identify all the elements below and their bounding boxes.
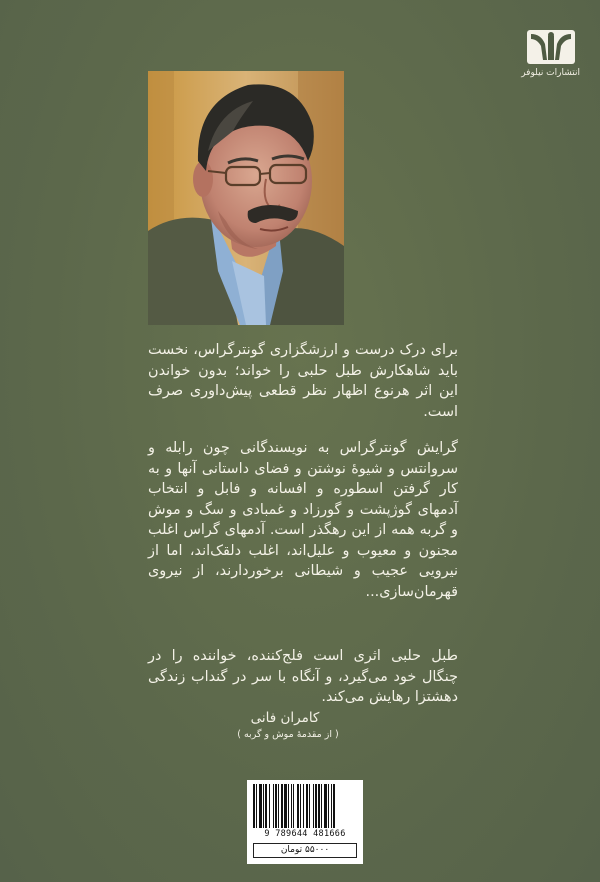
closing-paragraph	[148, 646, 458, 708]
barcode-bars-icon	[253, 784, 357, 828]
attribution-source: ( از مقدمهٔ موش و گربه )	[237, 729, 339, 740]
publisher-logo	[522, 30, 580, 80]
body-text: گرایش گونترگراس به نویسندگانی چون رابله و سروانتس و شیوهٔ نوشتن و فضای داستانی آنها و به کار گرفتن اسطوره و افسانه و فابل و انتخاب آدمهای گوژپشت و گورزاد و غمبادی و سگ و موش و گربه همه از این رهگذر است. آدمهای گراس اغلب مجنون و معیوب و علیل‌اند، اغلب دلقک‌اند، اما از نیرویی عجیب و شیطانی برخوردارند، از نیروی قهرمان‌سازی...	[148, 440, 458, 600]
closing-text: طبل حلبی اثری است فلج‌کننده، خواننده را در چنگال خود می‌گیرد، و آنگاه با سر در گنداب زندگی دهشتزا رهایش می‌کند.	[148, 648, 458, 705]
publisher-emblem-icon	[527, 30, 575, 64]
isbn-number: 9 789644 481666	[264, 829, 346, 839]
isbn-barcode	[247, 780, 363, 864]
body-paragraph	[148, 438, 458, 602]
price-label: ۵۵۰۰۰ تومان	[253, 843, 357, 858]
author-photo	[148, 71, 344, 325]
intro-paragraph	[148, 340, 458, 422]
publisher-name: انتشارات نیلوفر	[521, 68, 580, 78]
intro-text: برای درک درست و ارزشگزاری گونترگراس، نخست باید شاهکارش طبل حلبی را خواند؛ بدون خواندن این اثر هرنوع اظهار نظر قطعی پیش‌داوری صرف است.	[148, 342, 458, 420]
attribution-author: کامران فانی	[250, 710, 320, 726]
